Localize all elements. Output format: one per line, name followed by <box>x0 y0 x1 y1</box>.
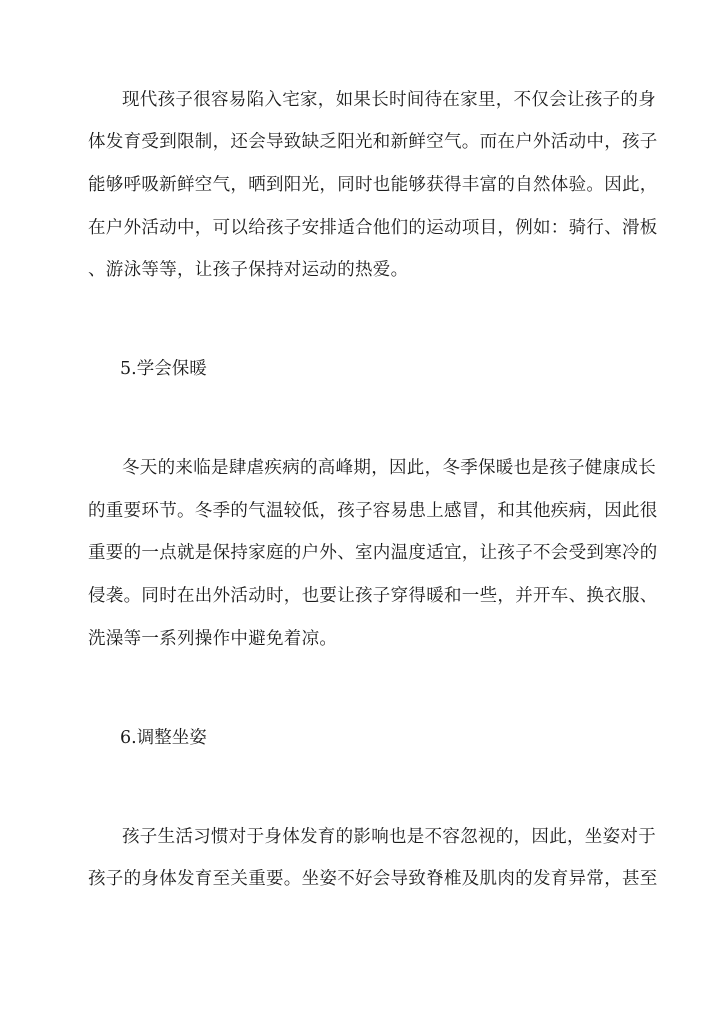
paragraph-line: 的重要环节。冬季的气温较低，孩子容易患上感冒，和其他疾病，因此很 <box>88 501 658 521</box>
section-heading: 6.调整坐姿 <box>120 728 207 748</box>
paragraph-line: 重要的一点就是保持家庭的户外、室内温度适宜，让孩子不会受到寒冷的 <box>88 543 658 563</box>
paragraph-line: 冬天的来临是肆虐疾病的高峰期，因此，冬季保暖也是孩子健康成长 <box>122 458 656 478</box>
paragraph-line: 、游泳等等，让孩子保持对运动的热爱。 <box>88 260 409 280</box>
paragraph-line: 孩子的身体发育至关重要。坐姿不好会导致脊椎及肌肉的发育异常，甚至 <box>88 869 658 889</box>
paragraph-line: 在户外活动中，可以给孩子安排适合他们的运动项目，例如：骑行、滑板 <box>88 218 658 238</box>
section-heading: 5.学会保暖 <box>120 359 207 379</box>
paragraph-line: 洗澡等一系列操作中避免着凉。 <box>88 629 338 649</box>
paragraph-line: 侵袭。同时在出外活动时，也要让孩子穿得暖和一些，并开车、换衣服、 <box>88 586 658 606</box>
paragraph-line: 体发育受到限制，还会导致缺乏阳光和新鲜空气。而在户外活动中，孩子 <box>88 132 658 152</box>
paragraph-line: 现代孩子很容易陷入宅家，如果长时间待在家里，不仅会让孩子的身 <box>122 90 656 110</box>
paragraph-line: 孩子生活习惯对于身体发育的影响也是不容忽视的，因此，坐姿对于 <box>122 827 656 847</box>
paragraph-line: 能够呼吸新鲜空气，晒到阳光，同时也能够获得丰富的自然体验。因此， <box>88 175 658 195</box>
